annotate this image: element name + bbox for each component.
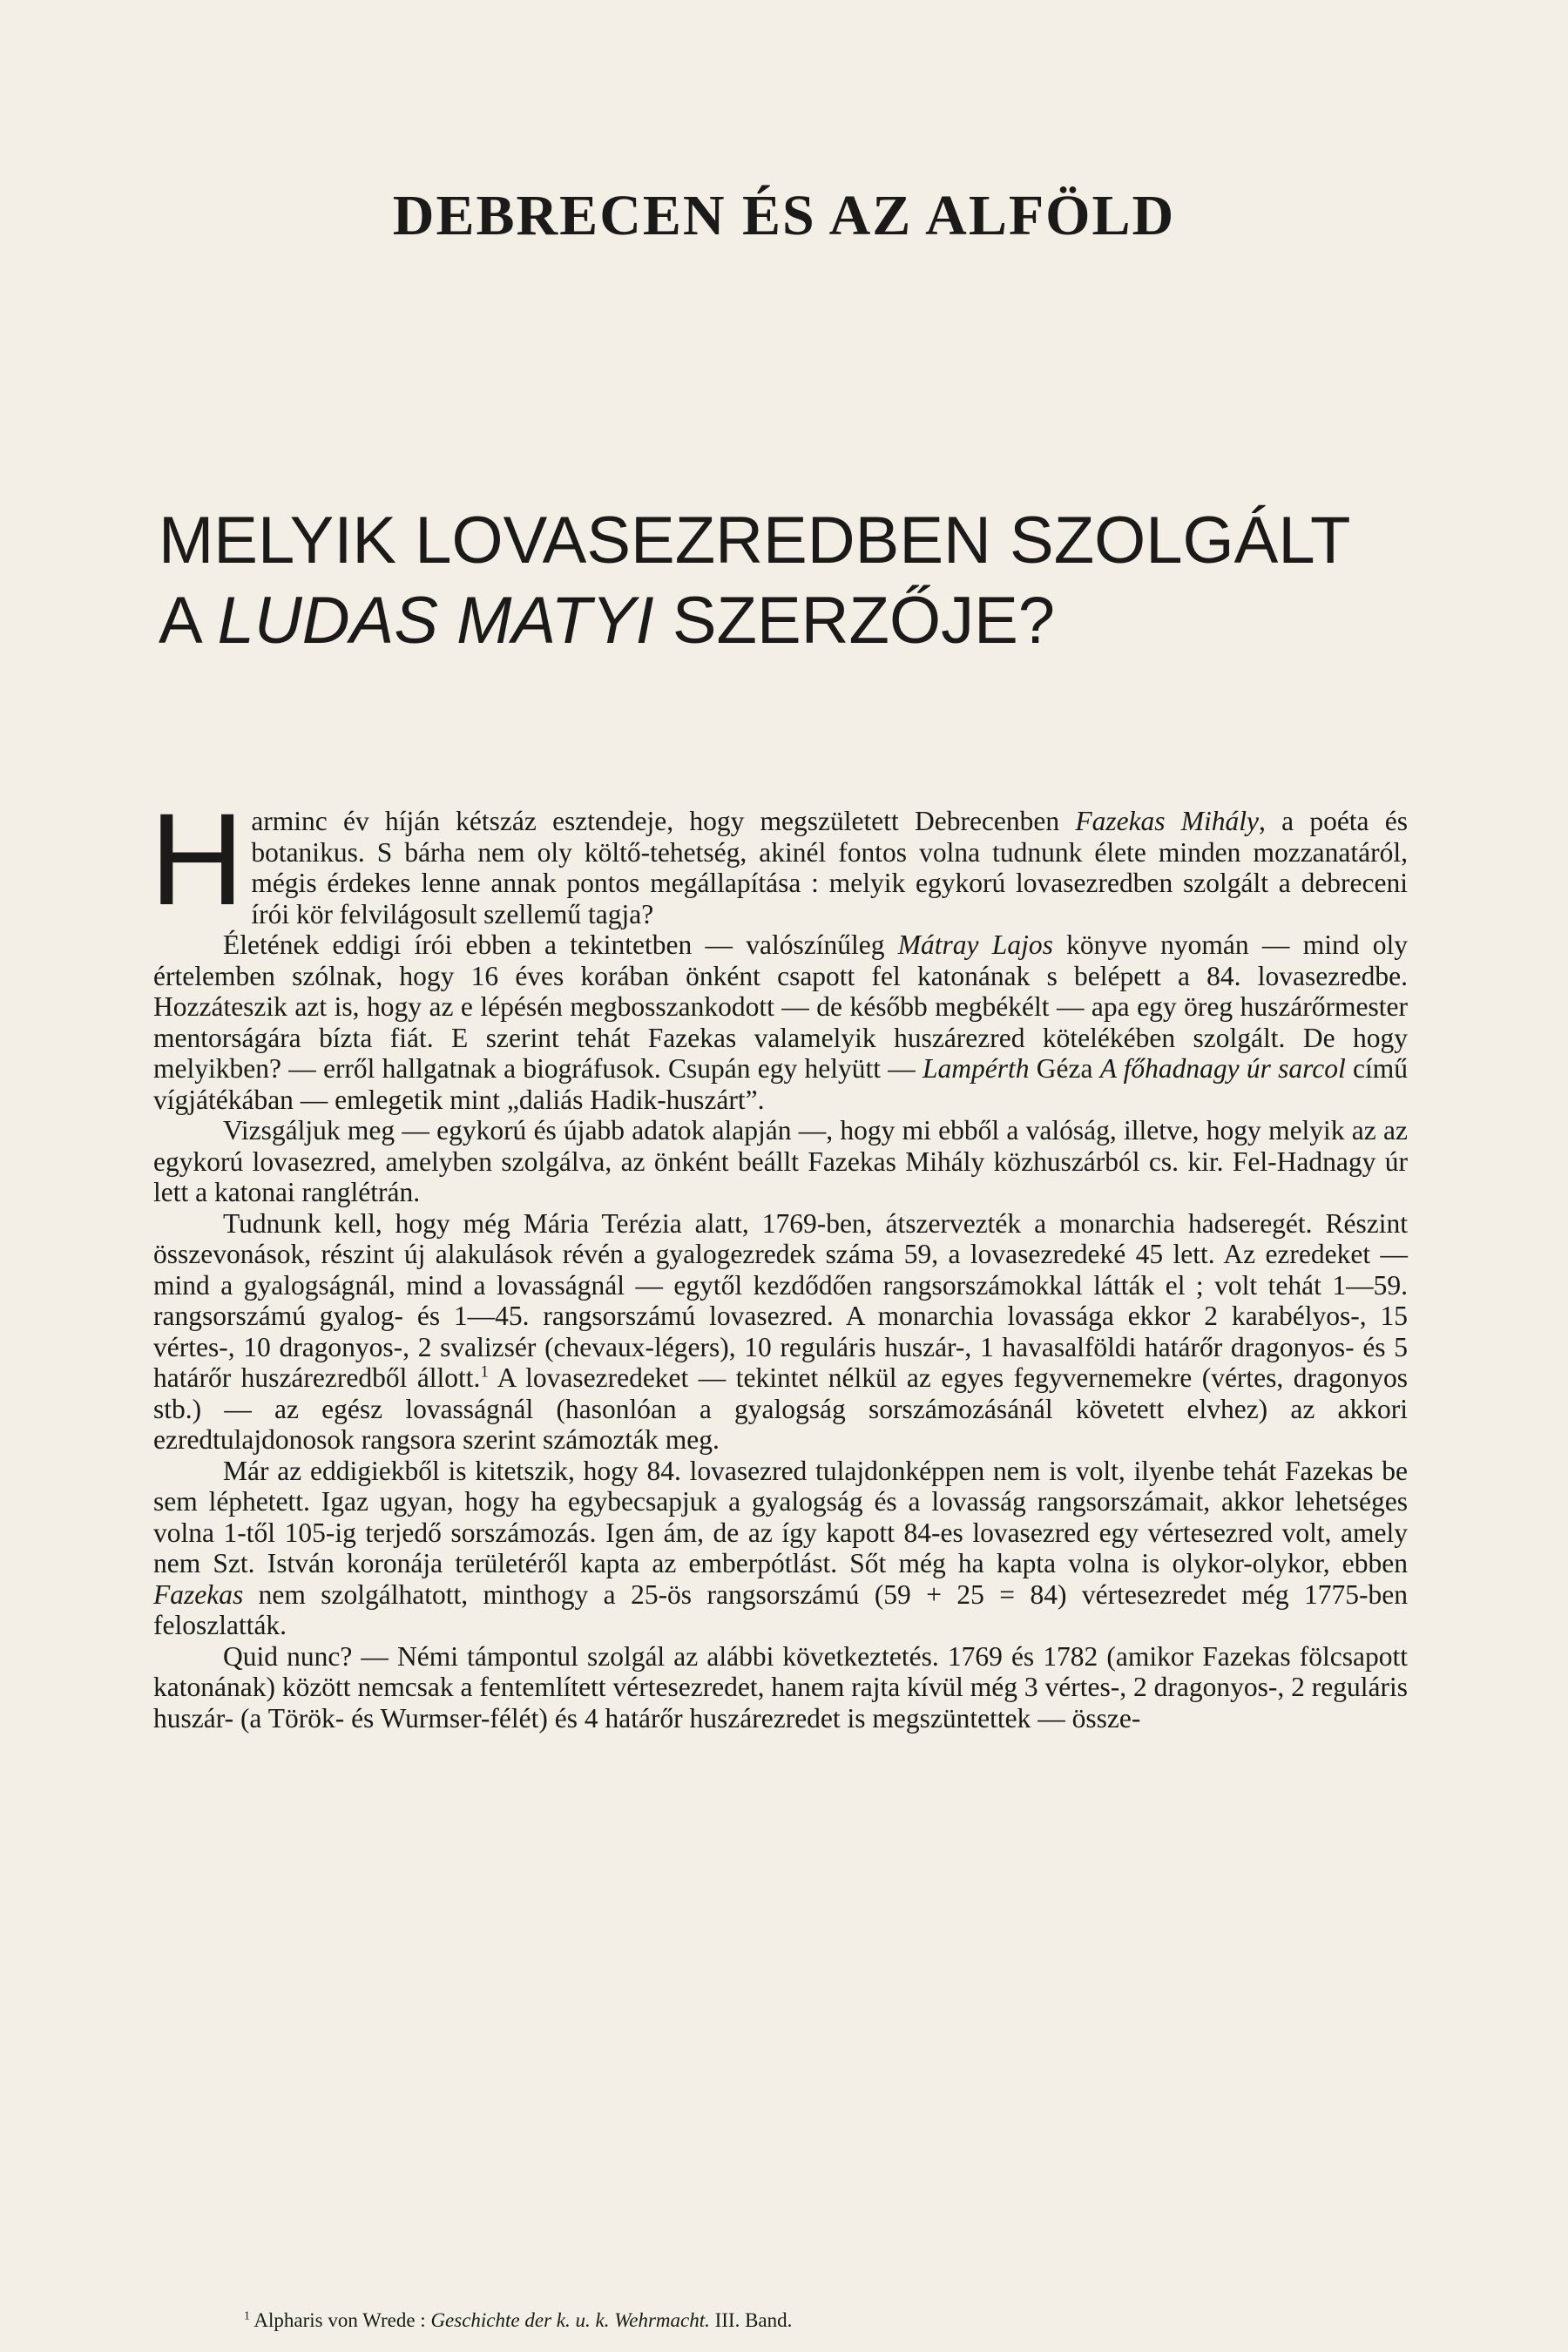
paragraph-2-text-a: Életének eddigi írói ebben a tekintetben — valószínűleg xyxy=(223,929,898,960)
work-title: A főhadnagy úr sarcol xyxy=(1099,1053,1346,1084)
article-title-line1: MELYIK LOVASEZREDBEN SZOLGÁLT xyxy=(159,504,1351,578)
article-title xyxy=(159,501,1430,661)
paragraph-2-text-c: Géza xyxy=(1029,1053,1100,1084)
article-body xyxy=(150,786,1409,1734)
paragraph-6: Quid nunc? — Némi támpontul szolgál az alábbi következtetés. 1769 és 1782 (amikor Fazekas fölcsapott katonának) között nemcsak a fentemlített vértesezredet, hanem rajta kívül még 3 vértes-, 2 dragonyos-, 2 reguláris huszár- (a Török- és Wurmser-félét) és 4 határőr huszárezredet is megszüntettek — össze- xyxy=(153,1640,1408,1734)
paragraph-5-text-b: nem szolgálhatott, minthogy a 25-ös rangsorszámú (59 + 25 = 84) vértesezredet még 1775-ben feloszlatták. xyxy=(153,1578,1408,1640)
footnote-ref: 1 xyxy=(480,1362,489,1382)
paragraph-2 xyxy=(153,929,1408,1115)
paragraph-4 xyxy=(153,1208,1408,1456)
footnote xyxy=(244,2308,1376,2333)
article-title-prefix: A xyxy=(159,584,218,658)
paragraph-3: Vizsgáljuk meg — egykorú és újabb adatok alapján —, hogy mi ebből a valóság, illetve, hogy melyik az az egykorú lovasezred, amelyben szolgálva, az önként beállt Fazekas Mihály közhuszárból cs. kir. Fel-Hadnagy úr lett a katonai ranglétrán. xyxy=(153,1115,1408,1207)
paragraph-5 xyxy=(153,1456,1408,1641)
footnote-text-b: III. Band. xyxy=(709,2309,793,2331)
footnote-marker: 1 xyxy=(244,2308,250,2322)
paragraph-2-text-b: könyve nyomán — mind oly értelemben szólnak, hogy 16 éves korában önként csapott fel katonának s belépett a 84. lovasezredbe. Hozzáteszik azt is, hogy az e lépésén megbosszankodott — de később megbékélt — apa egy öreg huszárőrmester mentorságára bízta fiát. E szerint tehát Fazekas valamelyik huszárezred kötelékében szolgált. De hogy melyikben? — erről hallgatnak a biográfusok. Csupán egy helyütt — xyxy=(153,929,1408,1084)
person-name: Fazekas xyxy=(153,1578,244,1610)
paragraph-4-text-b: A lovasezredeket — tekintet nélkül az egyes fegyvernemekre (vértes, dragonyos stb.) — az egész lovasságnál (hasonlóan a gyalogság sorszámozásánál követett elvhez) az akkori ezredtulajdonosok rangsora szerint számozták meg. xyxy=(153,1362,1409,1455)
article-title-work: LUDAS MATYI xyxy=(217,584,654,658)
person-name: Fazekas Mihály xyxy=(1075,806,1260,836)
paragraph-4-text-a: Tudnunk kell, hogy még Mária Terézia alatt, 1769-ben, átszervezték a monarchia hadseregét. Részint összevonások, részint új alakulások révén a gyalogezredek száma 59, a lovasezredeké 45 lett. Az ezredeket — mind a gyalogságnál, mind a lovasságnál — egytől kezdődően rangsorszámokkal látták el ; volt tehát 1—59. rangsorszámú gyalog- és 1—45. rangsorszámú lovasezred. A monarchia lovassága ekkor 2 karabélyos-, 15 vértes-, 10 dragonyos-, 2 svalizsér (chevaux-légers), 10 reguláris huszár-, 1 havasalföldi határőr dragonyos- és 5 határőr huszárezredből állott. xyxy=(153,1207,1408,1393)
article-title-suffix: SZERZŐJE? xyxy=(653,584,1056,658)
paragraph-1-text-b: , a poéta és botanikus. S bárha nem oly költő-tehetség, akinél fontos volna tudnunk élete minden mozzanatáról, mégis érdekes lenne annak pontos megállapítása : melyik egykorú lovasezredben szolgált a debreceni írói kör felvilágosult szellemű tagja? xyxy=(251,806,1408,929)
footnote-work: Geschichte der k. u. k. Wehrmacht. xyxy=(430,2309,710,2331)
footnote-text-a: Alpharis von Wrede : xyxy=(249,2309,431,2331)
paragraph-1 xyxy=(150,786,1408,932)
drop-cap: H xyxy=(150,786,245,932)
person-name: Mátray Lajos xyxy=(897,929,1053,960)
paragraph-5-text-a: Már az eddigiekből is kitetszik, hogy 84. lovasezred tulajdonképpen nem is volt, ilyenbe tehát Fazekas be sem léphetett. Igaz ugyan, hogy ha egybecsapjuk a gyalogság és a lovasság rangsorszámait, akkor lehetséges volna 1-től 105-ig terjedő sorszámozás. Igen ám, de az így kapott 84-es lovasezred egy vértesezred volt, amely nem Szt. István koronája területéről kapta az emberpótlást. Sőt még ha kapta volna is olykor-olykor, ebben xyxy=(153,1455,1408,1578)
paragraph-1-text-a: arminc év híján kétszáz esztendeje, hogy megszületett Debrecenben xyxy=(251,806,1076,836)
author-name: Lampérth xyxy=(922,1053,1030,1084)
section-title: DEBRECEN ÉS AZ ALFÖLD xyxy=(392,184,1176,247)
paragraph-2-text-d: című vígjátékában — emlegetik mint „daliás Hadik-huszárt”. xyxy=(153,1053,1408,1115)
